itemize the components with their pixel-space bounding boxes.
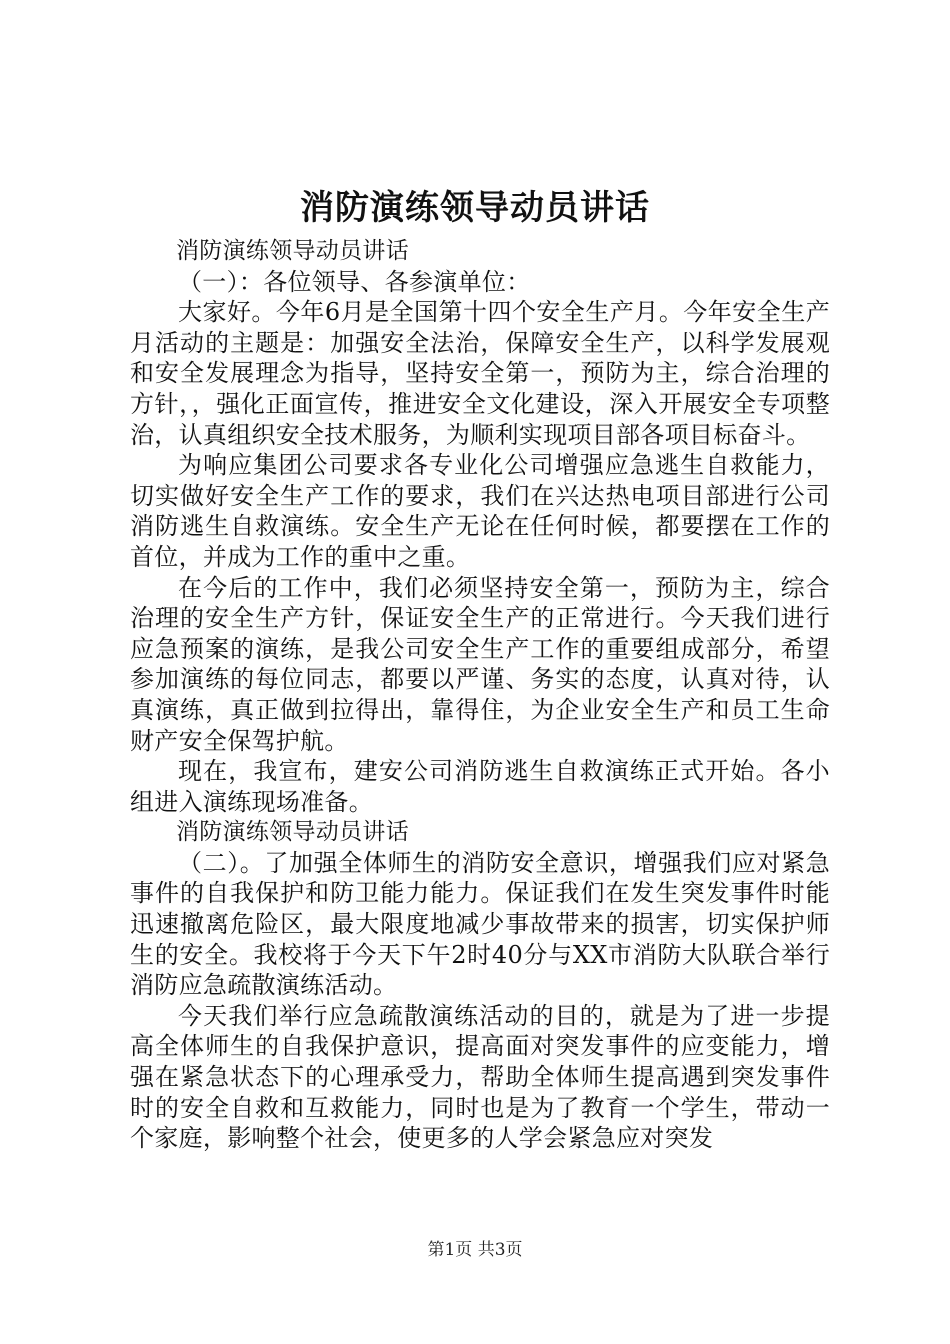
- paragraph-subtitle-1: 消防演练领导动员讲话: [176, 238, 409, 264]
- paragraph: 现在，我宣布，建安公司消防逃生自救演练正式开始。各小组进入演练现场准备。: [130, 757, 830, 816]
- document-body: [130, 236, 830, 1154]
- paragraph: 今天我们举行应急疏散演练活动的目的，就是为了进一步提高全体师生的自我保护意识，提高面对突发事件的应变能力，增强在紧急状态下的心理承受力，帮助全体师生提高遇到突发事件时的安全自救和互救能力，同时也是为了教育一个学生，带动一个家庭，影响整个社会，使更多的人学会紧急应对突发: [130, 1001, 830, 1153]
- paragraph: 在今后的工作中，我们必须坚持安全第一，预防为主，综合治理的安全生产方针，保证安全生产的正常进行。今天我们进行应急预案的演练，是我公司安全生产工作的重要组成部分，希望参加演练的每位同志，都要以严谨、务实的态度，认真对待，认真演练，真正做到拉得出，靠得住，为企业安全生产和员工生命财产安全保驾护航。: [130, 573, 830, 755]
- paragraph-salutation: （一）：各位领导、各参演单位：: [178, 267, 531, 296]
- paragraph: 大家好。今年6月是全国第十四个安全生产月。今年安全生产月活动的主题是：加强安全法治，保障安全生产，以科学发展观和安全发展理念为指导，坚持安全第一，预防为主，综合治理的方针，，强化正面宣传，推进安全文化建设，深入开展安全专项整治，认真组织安全技术服务，为顺利实现项目部各项目标奋斗。: [130, 298, 830, 449]
- paragraph: 为响应集团公司要求各专业化公司增强应急逃生自救能力，切实做好安全生产工作的要求，我们在兴达热电项目部进行公司消防逃生自救演练。安全生产无论在任何时候，都要摆在工作的首位，并成为工作的重中之重。: [130, 451, 830, 571]
- document-title: 消防演练领导动员讲话: [300, 188, 650, 228]
- paragraph: （二）。了加强全体师生的消防安全意识，增强我们应对紧急事件的自我保护和防卫能力能力。保证我们在发生突发事件时能迅速撤离危险区，最大限度地减少事故带来的损害，切实保护师生的安全。我校将于今天下午2时40分与XX市消防大队联合举行消防应急疏散演练活动。: [130, 848, 830, 1000]
- paragraph-subtitle-2: 消防演练领导动员讲话: [176, 819, 409, 846]
- page-number-footer: 第1页 共3页: [427, 1240, 523, 1260]
